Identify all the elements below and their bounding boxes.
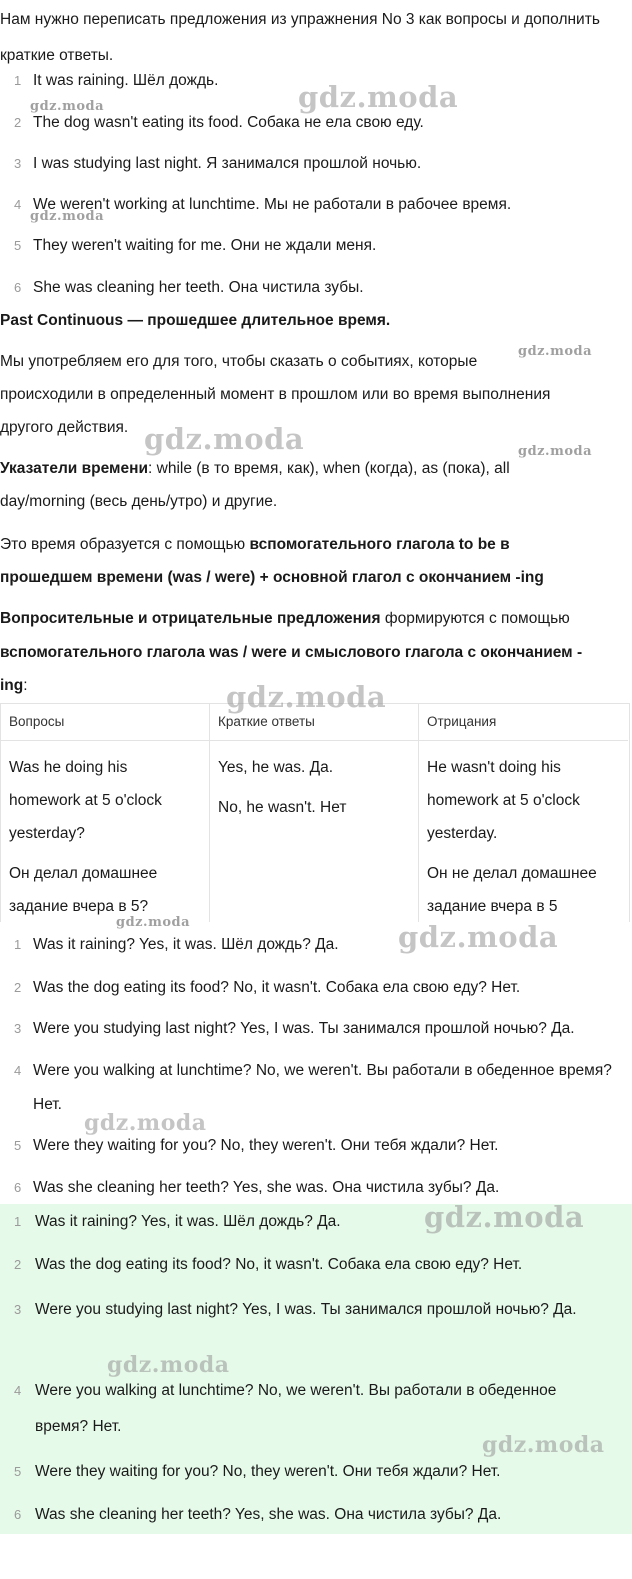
item-number: 4 (14, 1383, 22, 1398)
item-number: 3 (14, 1021, 22, 1036)
item-text: It was raining. Шёл дождь. (33, 72, 219, 89)
cell-line: Yes, he was. Да. (218, 759, 334, 776)
cell-line: задание вчера в 5? (9, 898, 149, 915)
item-text: Was she cleaning her teeth? Yes, she was. Она чистила зубы? Да. (35, 1506, 502, 1523)
question-negation-line-2 (0, 636, 630, 670)
item-number: 5 (14, 1464, 22, 1479)
watermark: gdz.moda (518, 344, 593, 359)
item-number: 1 (14, 1214, 22, 1229)
qn-text: формируются с помощью (380, 610, 570, 627)
formation-text: Это время образуется с помощью (0, 536, 250, 553)
qn-colon: : (23, 677, 28, 694)
item-number: 4 (14, 1063, 22, 1078)
time-markers-text: : while (в то время, как), when (когда), as (пока), all (148, 460, 510, 477)
cell-line: Was he doing his (9, 759, 128, 776)
item-number: 3 (14, 156, 22, 171)
item-text: Was it raining? Yes, it was. Шёл дождь? Да. (35, 1213, 341, 1230)
item-number: 6 (14, 1180, 22, 1195)
table-header: Вопросы (1, 704, 209, 741)
table-cell (210, 741, 418, 824)
cell-line: Он не делал домашнее (427, 865, 597, 882)
watermark: gdz.moda (398, 920, 559, 954)
watermark: gdz.moda (144, 422, 305, 456)
item-text: I was studying last night. Я занимался прошлой ночью. (33, 155, 422, 172)
table-cell (1, 741, 209, 923)
watermark: gdz.moda (518, 444, 593, 459)
cell-line: yesterday. (427, 825, 498, 842)
usage-line: Мы употребляем его для того, чтобы сказать о событиях, которые (0, 353, 478, 370)
time-markers-cont: day/morning (весь день/утро) и другие. (0, 493, 278, 510)
cell-line: homework at 5 o'clock (427, 792, 580, 809)
item-number: 6 (14, 1507, 22, 1522)
item-text: We weren't working at lunchtime. Мы не работали в рабочее время. (33, 196, 512, 213)
item-text: Was she cleaning her teeth? Yes, she was. Она чистила зубы? Да. (33, 1179, 500, 1196)
watermark: gdz.moda (30, 209, 105, 224)
cell-line: yesterday? (9, 825, 85, 842)
question-negation-line (0, 602, 630, 636)
formation-line-2 (0, 561, 630, 595)
watermark: gdz.moda (84, 1110, 207, 1136)
item-number: 1 (14, 73, 22, 88)
cell-line: He wasn't doing his (427, 759, 561, 776)
watermark: gdz.moda (226, 680, 387, 714)
usage-line: происходили в определенный момент в прошлом или во время выполнения (0, 386, 551, 403)
qn-bold-2: вспомогательного глагола was / were и смыслового глагола с окончанием - (0, 644, 583, 661)
item-text: Were you studying last night? Yes, I was. Ты занимался прошлой ночью? Да. (35, 1301, 577, 1318)
intro-text: Нам нужно переписать предложения из упражнения No 3 как вопросы и дополнить краткие ответы. (0, 11, 600, 64)
item-number: 5 (14, 1138, 22, 1153)
watermark: gdz.moda (107, 1352, 230, 1378)
grammar-table (0, 703, 630, 922)
table-column-negations (419, 704, 628, 922)
item-number: 2 (14, 115, 22, 130)
item-number: 3 (14, 1302, 22, 1317)
qn-bold-3: ing (0, 677, 24, 694)
item-text: She was cleaning her teeth. Она чистила зубы. (33, 279, 364, 296)
item-number: 5 (14, 238, 22, 253)
formation-bold-2: прошедшем времени (was / were) + основной глагол с окончанием -ing (0, 569, 544, 586)
item-text: Were you walking at lunchtime? No, we weren't. Вы работали в обеденное время? Нет. (35, 1382, 557, 1435)
table-column-questions (1, 704, 209, 922)
time-markers-label: Указатели времени (0, 460, 149, 477)
theory-heading-text: Past Continuous — прошедшее длительное время. (0, 312, 391, 329)
item-number: 6 (14, 280, 22, 295)
item-number: 2 (14, 1257, 22, 1272)
item-text: Was the dog eating its food? No, it wasn't. Собака ела свою еду? Нет. (35, 1256, 523, 1273)
cell-line: No, he wasn't. Нет (218, 799, 347, 816)
watermark: gdz.moda (482, 1432, 605, 1458)
cell-line: задание вчера в 5 (427, 898, 558, 915)
watermark: gdz.moda (30, 99, 105, 114)
item-text: Was the dog eating its food? No, it wasn't. Собака ела свою еду? Нет. (33, 979, 521, 996)
item-text: The dog wasn't eating its food. Собака не ела свою еду. (33, 114, 424, 131)
item-text: Were you studying last night? Yes, I was. Ты занимался прошлой ночью? Да. (33, 1020, 575, 1037)
item-text: They weren't waiting for me. Они не ждали меня. (33, 237, 377, 254)
table-header: Отрицания (419, 704, 628, 741)
item-text: Were they waiting for you? No, they weren't. Они тебя ждали? Нет. (33, 1137, 499, 1154)
formation-bold: вспомогательного глагола to be в (249, 536, 510, 553)
item-text: Were you walking at lunchtime? No, we weren't. Вы работали в обеденное время? Нет. (33, 1062, 612, 1113)
watermark: gdz.moda (424, 1200, 585, 1234)
item-text: Were they waiting for you? No, they weren't. Они тебя ждали? Нет. (35, 1463, 501, 1480)
formation-line (0, 528, 630, 562)
item-number: 4 (14, 197, 22, 212)
watermark: gdz.moda (298, 80, 459, 114)
table-cell (419, 741, 628, 923)
theory-heading (0, 304, 630, 338)
table-column-answers (210, 704, 418, 922)
qn-bold: Вопросительные и отрицательные предложения (0, 610, 381, 627)
item-number: 1 (14, 937, 22, 952)
item-number: 2 (14, 980, 22, 995)
item-text: Was it raining? Yes, it was. Шёл дождь? Да. (33, 936, 339, 953)
watermark: gdz.moda (116, 915, 191, 930)
table-header: Краткие ответы (210, 704, 418, 741)
cell-line: homework at 5 o'clock (9, 792, 162, 809)
cell-line: Он делал домашнее (9, 865, 158, 882)
usage-line: другого действия. (0, 419, 129, 436)
